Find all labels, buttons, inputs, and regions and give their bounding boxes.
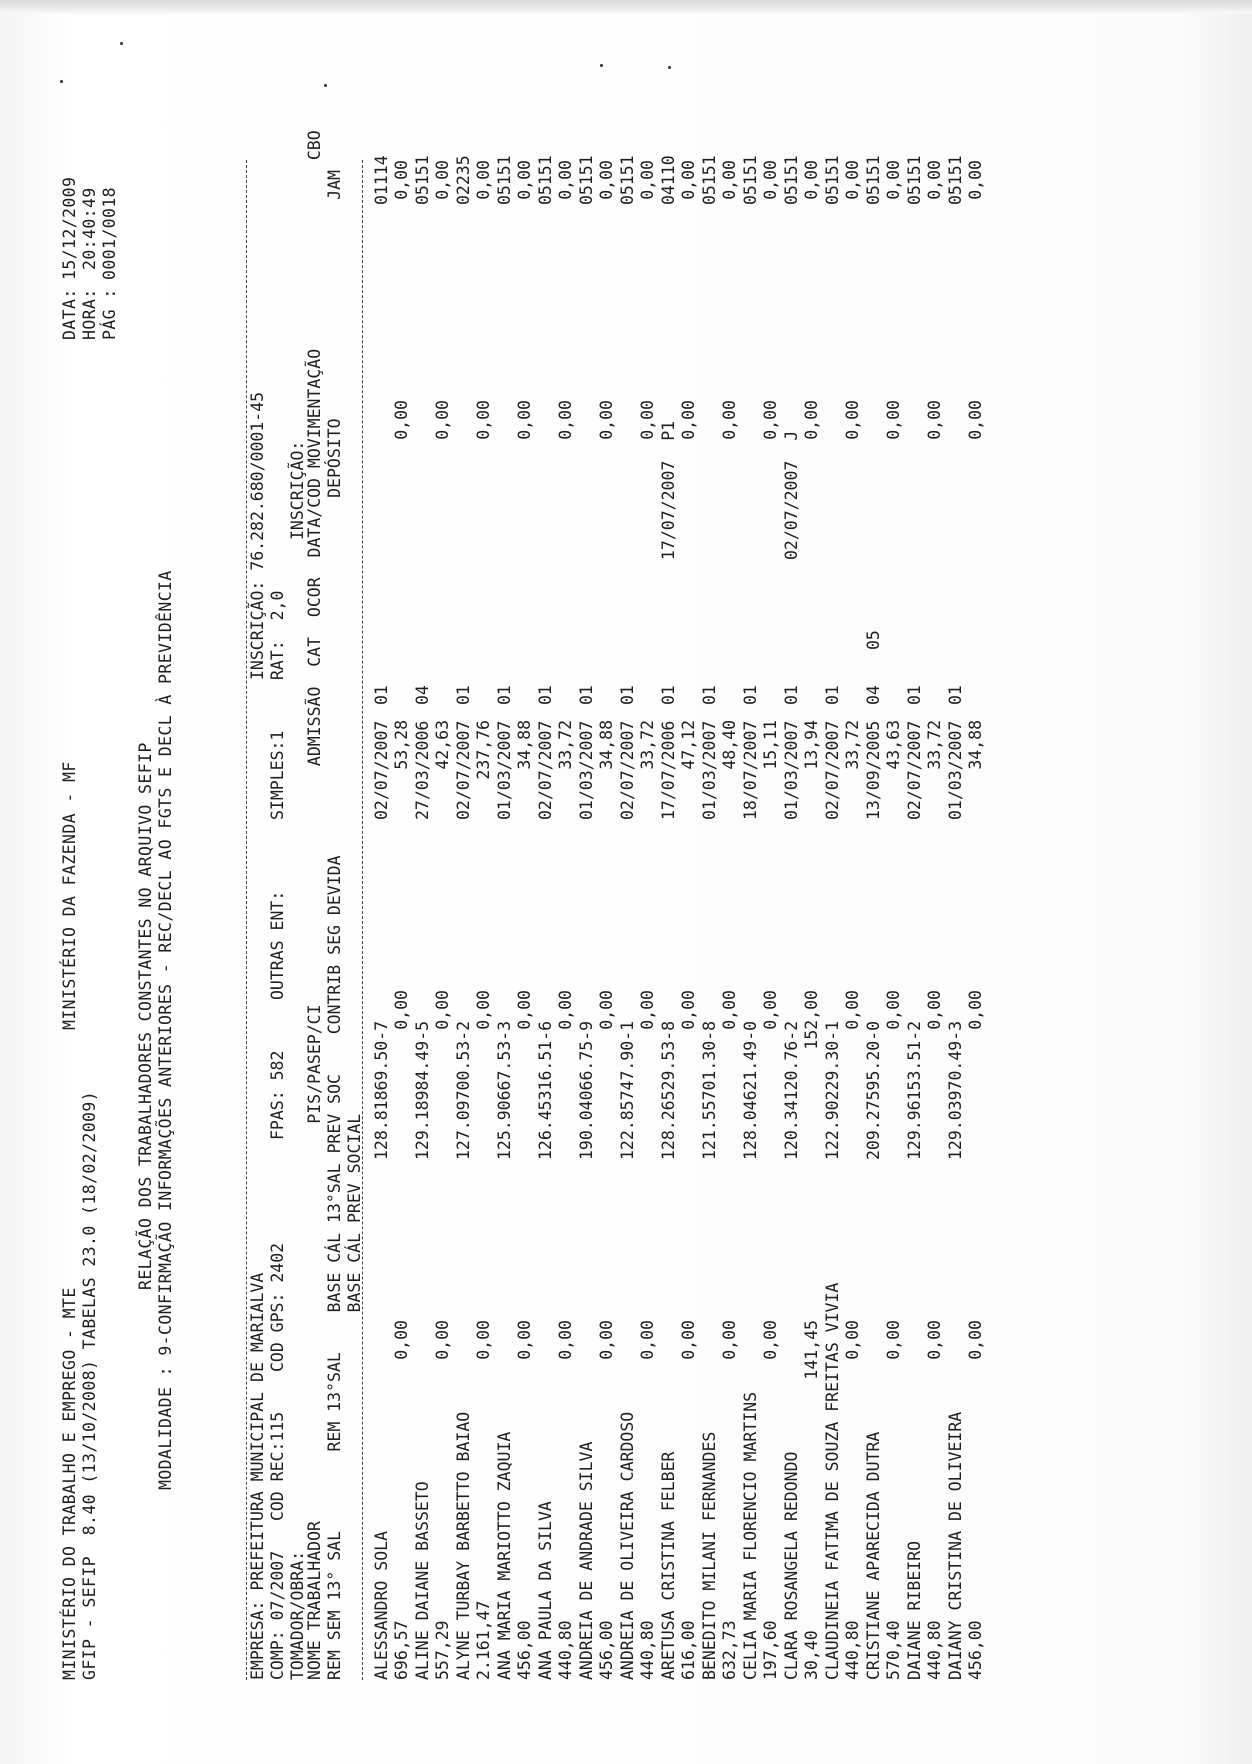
inscricao-tomador: INSCRIÇÃO: xyxy=(288,440,307,540)
worker-dep: 0,00 xyxy=(884,400,903,440)
worker-row xyxy=(495,140,535,1680)
worker-contrib: 33,72 xyxy=(556,720,575,770)
date-value: 15/12/2009 xyxy=(60,176,79,280)
column-header-line-3: BASE CÁL PREV SOCIAL xyxy=(345,1113,364,1680)
worker-dep: 0,00 xyxy=(474,400,493,440)
worker-jam: 0,00 xyxy=(392,160,411,200)
worker-base13: 0,00 xyxy=(884,990,903,1030)
worker-rem13: 0,00 xyxy=(433,1320,452,1360)
worker-adm: 01/03/2007 xyxy=(577,720,596,820)
worker-dep: 0,00 xyxy=(597,400,616,440)
worker-cbo: 04110 xyxy=(659,155,678,205)
worker-name: ALESSANDRO SOLA xyxy=(372,1530,391,1680)
worker-cat: 01 xyxy=(741,685,760,705)
worker-rem13: 0,00 xyxy=(720,1320,739,1360)
worker-contrib: 33,72 xyxy=(638,720,657,770)
worker-dep: 0,00 xyxy=(679,400,698,440)
worker-base13: 0,00 xyxy=(720,990,739,1030)
worker-pis: 125.90667.53-3 xyxy=(495,1020,514,1160)
worker-adm: 02/07/2007 xyxy=(618,720,637,820)
dust-speck xyxy=(600,64,603,67)
worker-dep: 0,00 xyxy=(392,400,411,440)
worker-cat: 01 xyxy=(577,685,596,705)
worker-jam: 0,00 xyxy=(556,160,575,200)
worker-rem: 440,80 xyxy=(843,1620,862,1680)
worker-cat: 01 xyxy=(700,685,719,705)
worker-cat: 01 xyxy=(495,685,514,705)
worker-dep: 0,00 xyxy=(720,400,739,440)
worker-rem: 440,80 xyxy=(638,1620,657,1680)
worker-name: ALYNE TURBAY BARBETTO BAIAO xyxy=(454,1411,473,1680)
worker-dep: 0,00 xyxy=(802,400,821,440)
worker-contrib: 33,72 xyxy=(843,720,862,770)
worker-rem13: 0,00 xyxy=(556,1320,575,1360)
worker-dep: 0,00 xyxy=(638,400,657,440)
tomador: TOMADOR/OBRA: xyxy=(288,1550,307,1680)
worker-jam: 0,00 xyxy=(597,160,616,200)
page-value: 0001/0018 xyxy=(100,186,119,280)
company-inscricao: INSCRIÇÃO: 76.282.680/0001-45 xyxy=(248,391,267,680)
worker-pis: 122.85747.90-1 xyxy=(618,1020,637,1160)
worker-rem13: 0,00 xyxy=(638,1320,657,1360)
separator-line xyxy=(362,160,363,1680)
worker-base13: 0,00 xyxy=(392,990,411,1030)
worker-row xyxy=(413,140,453,1680)
worker-rem13: 0,00 xyxy=(884,1320,903,1360)
worker-cbo: 05151 xyxy=(413,155,432,205)
worker-rem: 456,00 xyxy=(515,1620,534,1680)
worker-rem13: 0,00 xyxy=(761,1320,780,1360)
worker-contrib: 34,88 xyxy=(515,720,534,770)
worker-jam: 0,00 xyxy=(884,160,903,200)
worker-adm: 02/07/2007 xyxy=(905,720,924,820)
worker-row xyxy=(659,140,699,1680)
worker-mov: 17/07/2007 P1 xyxy=(659,420,678,560)
worker-base13: 0,00 xyxy=(638,990,657,1030)
worker-jam: 0,00 xyxy=(925,160,944,200)
worker-rem13: 141,45 xyxy=(802,1320,821,1380)
worker-dep: 0,00 xyxy=(966,400,985,440)
worker-pis: 122.90229.30-1 xyxy=(823,1020,842,1160)
worker-name: CLARA ROSANGELA REDONDO xyxy=(782,1451,801,1680)
worker-jam: 0,00 xyxy=(433,160,452,200)
worker-rem13: 0,00 xyxy=(515,1320,534,1360)
worker-pis: 126.45316.51-6 xyxy=(536,1020,555,1160)
worker-row xyxy=(946,140,986,1680)
worker-contrib: 34,88 xyxy=(597,720,616,770)
worker-dep: 0,00 xyxy=(515,400,534,440)
worker-adm: 17/07/2006 xyxy=(659,720,678,820)
worker-jam: 0,00 xyxy=(843,160,862,200)
worker-rem: 616,00 xyxy=(679,1620,698,1680)
worker-base13: 0,00 xyxy=(679,990,698,1030)
worker-adm: 02/07/2007 xyxy=(372,720,391,820)
worker-cbo: 05151 xyxy=(905,155,924,205)
worker-base13: 0,00 xyxy=(966,990,985,1030)
worker-contrib: 43,63 xyxy=(884,720,903,770)
rat: RAT: 2,0 xyxy=(268,590,287,680)
worker-cbo: 05151 xyxy=(495,155,514,205)
worker-pis: 121.55701.30-8 xyxy=(700,1020,719,1160)
worker-rem13: 0,00 xyxy=(597,1320,616,1360)
worker-cbo: 05151 xyxy=(782,155,801,205)
worker-cat: 01 xyxy=(823,685,842,705)
worker-name: ANA MARIA MARIOTTO ZAQUIA xyxy=(495,1431,514,1680)
worker-ocor: 05 xyxy=(864,630,883,650)
worker-contrib: 48,40 xyxy=(720,720,739,770)
worker-name: CLAUDINEIA FATIMA DE SOUZA FREITAS VIVIA xyxy=(823,1282,842,1680)
worker-base13: 0,00 xyxy=(597,990,616,1030)
worker-name: BENEDITO MILANI FERNANDES xyxy=(700,1431,719,1680)
worker-cbo: 02235 xyxy=(454,155,473,205)
worker-contrib: 53,28 xyxy=(392,720,411,770)
worker-base13: 0,00 xyxy=(843,990,862,1030)
worker-cat: 01 xyxy=(905,685,924,705)
worker-adm: 13/09/2005 xyxy=(864,720,883,820)
column-header-line-2: REM SEM 13° SAL REM 13°SAL BASE CÁL 13°SAL PREV SOC CONTRIB SEG DEVIDA DEPÓSITO JAM xyxy=(325,170,344,1680)
worker-adm: 01/03/2007 xyxy=(782,720,801,820)
worker-adm: 02/07/2007 xyxy=(823,720,842,820)
sefip-version: GFIP - SEFIP 8.40 (13/10/2008) TABELAS 23.0 (18/02/2009) xyxy=(80,1090,99,1680)
worker-jam: 0,00 xyxy=(679,160,698,200)
worker-cat: 01 xyxy=(782,685,801,705)
date-label: DATA: xyxy=(60,288,79,340)
hour-value: 20:40:49 xyxy=(80,187,99,270)
worker-cat: 04 xyxy=(864,685,883,705)
worker-contrib: 34,88 xyxy=(966,720,985,770)
outras-ent: OUTRAS ENT: xyxy=(268,890,287,1000)
worker-name: ALINE DAIANE BASSETO xyxy=(413,1481,432,1680)
report-page xyxy=(60,80,1200,1680)
dust-speck xyxy=(668,66,671,69)
worker-dep: 0,00 xyxy=(843,400,862,440)
worker-name: ARETUSA CRISTINA FELBER xyxy=(659,1451,678,1680)
worker-rem: 2.161,47 xyxy=(474,1600,493,1680)
worker-rem: 440,80 xyxy=(556,1620,575,1680)
worker-rem: 197,60 xyxy=(761,1620,780,1680)
worker-adm: 27/03/2006 xyxy=(413,720,432,820)
worker-jam: 0,00 xyxy=(720,160,739,200)
worker-base13: 0,00 xyxy=(515,990,534,1030)
worker-base13: 0,00 xyxy=(925,990,944,1030)
worker-contrib: 33,72 xyxy=(925,720,944,770)
competence: COMP: 07/2007 COD REC:115 COD GPS: 2402 xyxy=(268,1242,287,1680)
worker-name: DAIANE RIBEIRO xyxy=(905,1540,924,1680)
worker-pis: 120.34120.76-2 xyxy=(782,1020,801,1160)
worker-cbo: 05151 xyxy=(823,155,842,205)
worker-rem13: 0,00 xyxy=(392,1320,411,1360)
worker-row xyxy=(372,140,412,1680)
worker-name: ANDREIA DE ANDRADE SILVA xyxy=(577,1441,596,1680)
worker-pis: 128.26529.53-8 xyxy=(659,1020,678,1160)
column-header-line-1: NOME TRABALHADOR PIS/PASEP/CI ADMISSÃO CAT OCOR DATA/COD MOVIMENTAÇÃO CBO xyxy=(305,130,324,1680)
worker-pis: 129.03970.49-3 xyxy=(946,1020,965,1160)
worker-name: ANDREIA DE OLIVEIRA CARDOSO xyxy=(618,1411,637,1680)
worker-base13: 152,00 xyxy=(802,990,821,1050)
worker-row xyxy=(864,140,904,1680)
worker-cbo: 05151 xyxy=(700,155,719,205)
worker-contrib: 237,76 xyxy=(474,720,493,780)
worker-contrib: 13,94 xyxy=(802,720,821,770)
worker-cat: 01 xyxy=(536,685,555,705)
worker-pis: 129.18984.49-5 xyxy=(413,1020,432,1160)
worker-contrib: 47,12 xyxy=(679,720,698,770)
worker-rem: 632,73 xyxy=(720,1620,739,1680)
worker-row xyxy=(618,140,658,1680)
worker-dep: 0,00 xyxy=(433,400,452,440)
ministry-trabalho: MINISTÉRIO DO TRABALHO E EMPREGO - MTE xyxy=(60,1287,79,1680)
worker-mov: 02/07/2007 J xyxy=(782,430,801,560)
worker-cbo: 05151 xyxy=(946,155,965,205)
worker-rem: 30,40 xyxy=(802,1630,821,1680)
worker-row xyxy=(454,140,494,1680)
worker-adm: 02/07/2007 xyxy=(536,720,555,820)
worker-rem13: 0,00 xyxy=(843,1320,862,1360)
worker-pis: 129.96153.51-2 xyxy=(905,1020,924,1160)
worker-jam: 0,00 xyxy=(761,160,780,200)
worker-base13: 0,00 xyxy=(474,990,493,1030)
worker-name: ANA PAULA DA SILVA xyxy=(536,1501,555,1680)
worker-dep: 0,00 xyxy=(556,400,575,440)
worker-rem13: 0,00 xyxy=(679,1320,698,1360)
worker-row xyxy=(741,140,781,1680)
worker-name: CRISTIANE APARECIDA DUTRA xyxy=(864,1431,883,1680)
worker-name: DAIANY CRISTINA DE OLIVEIRA xyxy=(946,1411,965,1680)
worker-rem: 557,29 xyxy=(433,1620,452,1680)
worker-adm: 01/03/2007 xyxy=(700,720,719,820)
worker-rem13: 0,00 xyxy=(925,1320,944,1360)
worker-cat: 01 xyxy=(946,685,965,705)
modality: MODALIDADE : 9-CONFIRMAÇÃO INFORMAÇÕES ANTERIORES - REC/DECL AO FGTS E DECL À PREVIDÊNCIA xyxy=(156,570,175,1490)
worker-rem: 570,40 xyxy=(884,1620,903,1680)
worker-jam: 0,00 xyxy=(515,160,534,200)
worker-pis: 128.04621.49-0 xyxy=(741,1020,760,1160)
worker-adm: 01/03/2007 xyxy=(946,720,965,820)
worker-jam: 0,00 xyxy=(966,160,985,200)
worker-rem: 456,00 xyxy=(966,1620,985,1680)
worker-jam: 0,00 xyxy=(474,160,493,200)
worker-row xyxy=(577,140,617,1680)
simples: SIMPLES:1 xyxy=(268,730,287,820)
worker-adm: 01/03/2007 xyxy=(495,720,514,820)
worker-cat: 01 xyxy=(372,685,391,705)
worker-cbo: 05151 xyxy=(618,155,637,205)
worker-name: CELIA MARIA FLORENCIO MARTINS xyxy=(741,1391,760,1680)
worker-cat: 01 xyxy=(659,685,678,705)
worker-pis: 209.27595.20-0 xyxy=(864,1020,883,1160)
company-name: EMPRESA: PREFEITURA MUNICIPAL DE MARIALVA xyxy=(248,1272,267,1680)
worker-dep: 0,00 xyxy=(925,400,944,440)
worker-rem: 456,00 xyxy=(597,1620,616,1680)
worker-cat: 01 xyxy=(618,685,637,705)
worker-pis: 128.81869.50-7 xyxy=(372,1020,391,1160)
worker-row xyxy=(536,140,576,1680)
worker-rem: 696,57 xyxy=(392,1620,411,1680)
worker-base13: 0,00 xyxy=(761,990,780,1030)
worker-jam: 0,00 xyxy=(638,160,657,200)
worker-base13: 0,00 xyxy=(556,990,575,1030)
worker-jam: 0,00 xyxy=(802,160,821,200)
worker-dep: 0,00 xyxy=(761,400,780,440)
worker-cat: 01 xyxy=(454,685,473,705)
hour-label: HORA: xyxy=(80,288,99,340)
ministry-fazenda: MINISTÉRIO DA FAZENDA - MF xyxy=(60,761,79,1030)
page-label: PÁG : xyxy=(100,288,119,340)
worker-cbo: 05151 xyxy=(864,155,883,205)
worker-adm: 02/07/2007 xyxy=(454,720,473,820)
worker-adm: 18/07/2007 xyxy=(741,720,760,820)
worker-cbo: 05151 xyxy=(741,155,760,205)
dust-speck xyxy=(120,42,123,45)
worker-rem13: 0,00 xyxy=(474,1320,493,1360)
scan-edge-shadow xyxy=(0,0,1252,14)
worker-row xyxy=(905,140,945,1680)
worker-row xyxy=(782,140,822,1680)
worker-pis: 127.09700.53-2 xyxy=(454,1020,473,1160)
worker-cat: 04 xyxy=(413,685,432,705)
worker-rem13: 0,00 xyxy=(966,1320,985,1360)
worker-cbo: 05151 xyxy=(536,155,555,205)
worker-pis: 190.04066.75-9 xyxy=(577,1020,596,1160)
fpas: FPAS: 582 xyxy=(268,1050,287,1140)
worker-cbo: 01114 xyxy=(372,155,391,205)
worker-row xyxy=(823,140,863,1680)
separator-line xyxy=(246,160,247,1680)
worker-rem: 440,80 xyxy=(925,1620,944,1680)
worker-contrib: 15,11 xyxy=(761,720,780,770)
report-title: RELAÇÃO DOS TRABALHADORES CONSTANTES NO ARQUIVO SEFIP xyxy=(136,742,155,1290)
worker-contrib: 42,63 xyxy=(433,720,452,770)
worker-base13: 0,00 xyxy=(433,990,452,1030)
worker-cbo: 05151 xyxy=(577,155,596,205)
worker-row xyxy=(700,140,740,1680)
